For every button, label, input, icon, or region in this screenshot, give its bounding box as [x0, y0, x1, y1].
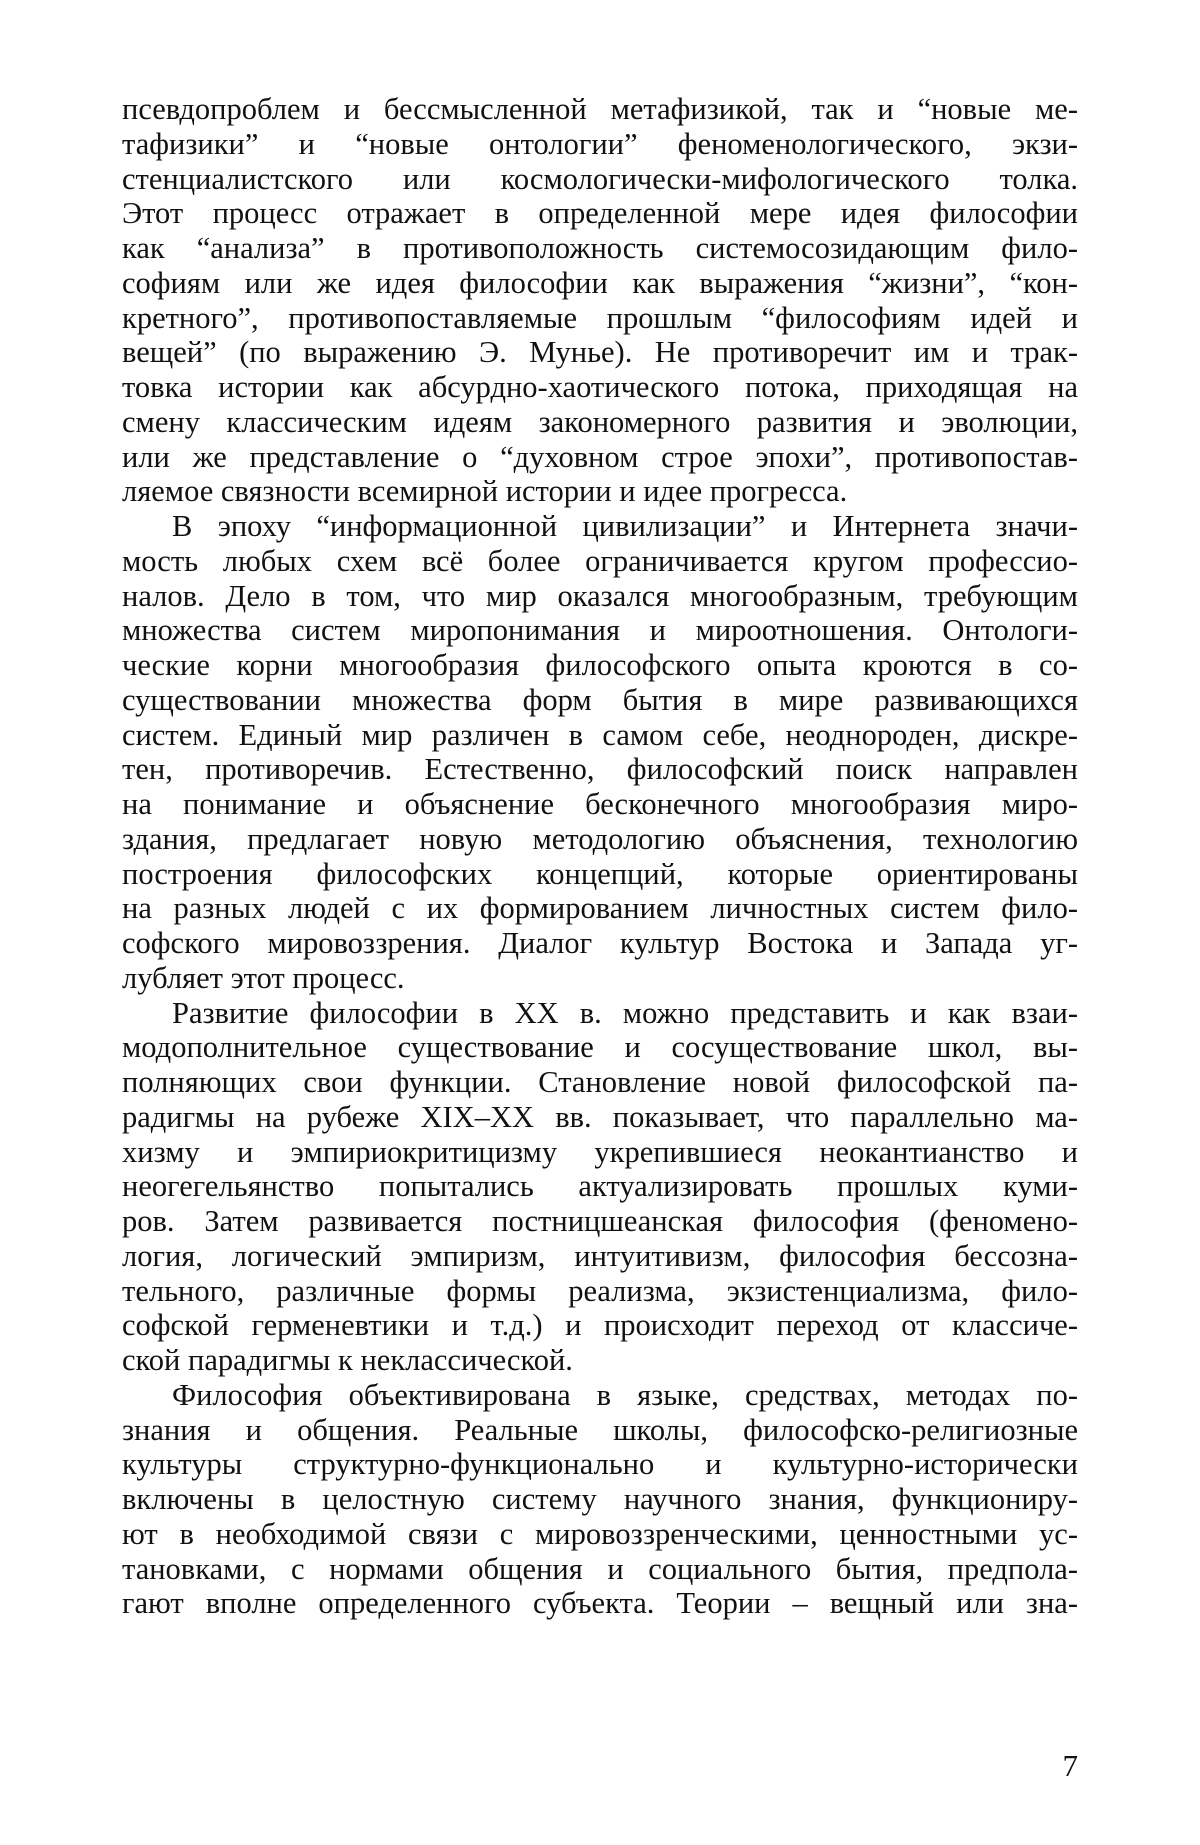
text-line: тельного, различные формы реализма, экзистенциализма, фило- — [122, 1273, 1078, 1308]
text-line: тановками, с нормами общения и социального бытия, предпола- — [122, 1551, 1078, 1586]
text-line: вещей” (по выражению Э. Мунье). Не противоречит им и трак- — [122, 335, 1078, 370]
text-line: множества систем миропонимания и мироотношения. Онтологи- — [122, 613, 1078, 648]
text-line: Этот процесс отражает в определенной мере идея философии — [122, 196, 1078, 231]
text-line: полняющих свои функции. Становление новой философской па- — [122, 1065, 1078, 1099]
text-line: построения философских концепций, которые ориентированы — [122, 856, 1078, 891]
text-line: ров. Затем развивается постницшеанская философия (феномено- — [122, 1204, 1078, 1238]
paragraph-first-line: В эпоху “информационной цивилизации” и Интернета значи- — [172, 509, 1078, 543]
text-line: гают вполне определенного субъекта. Теории – вещный или зна- — [122, 1586, 1078, 1621]
text-line: стенциалистского или космологически-мифологического толка. — [122, 161, 1078, 196]
text-line: лубляет этот процесс. — [122, 960, 405, 995]
text-line: кретного”, противопоставляемые прошлым “философиям идей и — [122, 300, 1078, 335]
text-line: культуры структурно-функционально и культурно-исторически — [122, 1447, 1078, 1482]
text-line: мость любых схем всё более ограничивается кругом профессио- — [122, 543, 1078, 578]
text-line: товка истории как абсурдно-хаотического потока, приходящая на — [122, 370, 1078, 404]
text-line: на понимание и объяснение бесконечного многообразия миро- — [122, 787, 1078, 821]
text-line: ют в необходимой связи с мировоззренческими, ценностными ус- — [122, 1516, 1078, 1551]
text-line: ской парадигмы к неклассической. — [122, 1343, 573, 1377]
paragraph-first-line: Философия объективирована в языке, средствах, методах по- — [172, 1377, 1078, 1412]
text-line: неогегельянство попытались актуализировать прошлых куми- — [122, 1169, 1078, 1204]
text-line: логия, логический эмпиризм, интуитивизм, философия бессозна- — [122, 1238, 1078, 1273]
text-line: на разных людей с их формированием личностных систем фило- — [122, 891, 1078, 926]
text-line: хизму и эмпириокритицизму укрепившиеся неокантианство и — [122, 1134, 1078, 1169]
page-body — [122, 92, 1078, 1792]
text-line: тафизики” и “новые онтологии” феноменологического, экзи- — [122, 126, 1078, 161]
text-line: существовании множества форм бытия в мире развивающихся — [122, 682, 1078, 717]
text-line: включены в целостную систему научного знания, функциониру- — [122, 1482, 1078, 1516]
text-line: софского мировоззрения. Диалог культур Востока и Запада уг- — [122, 926, 1078, 960]
text-line: ляемое связности всемирной истории и идее прогресса. — [122, 474, 848, 509]
text-line: ческие корни многообразия философского опыта кроются в со- — [122, 648, 1078, 682]
text-line: софской герменевтики и т.д.) и происходит переход от классиче- — [122, 1308, 1078, 1343]
text-line: смену классическим идеям закономерного развития и эволюции, — [122, 404, 1078, 439]
page-number: 7 — [1062, 1748, 1078, 1783]
text-line: систем. Единый мир различен в самом себе, неоднороден, дискре- — [122, 717, 1078, 752]
text-line: знания и общения. Реальные школы, философско-религиозные — [122, 1412, 1078, 1447]
text-line: псевдопроблем и бессмысленной метафизикой, так и “новые ме- — [122, 92, 1078, 126]
text-line: модополнительное существование и сосуществование школ, вы- — [122, 1030, 1078, 1065]
text-line: как “анализа” в противоположность системосозидающим фило- — [122, 231, 1078, 265]
text-line: налов. Дело в том, что мир оказался многообразным, требующим — [122, 578, 1078, 613]
text-line: софиям или же идея философии как выражения “жизни”, “кон- — [122, 265, 1078, 300]
text-line: или же представление о “духовном строе эпохи”, противопостав- — [122, 439, 1078, 474]
paragraph-first-line: Развитие философии в XX в. можно представить и как взаи- — [172, 995, 1078, 1030]
text-line: тен, противоречив. Естественно, философский поиск направлен — [122, 752, 1078, 787]
text-line: здания, предлагает новую методологию объяснения, технологию — [122, 821, 1078, 856]
text-line: радигмы на рубеже XIX–XX вв. показывает, что параллельно ма- — [122, 1099, 1078, 1134]
